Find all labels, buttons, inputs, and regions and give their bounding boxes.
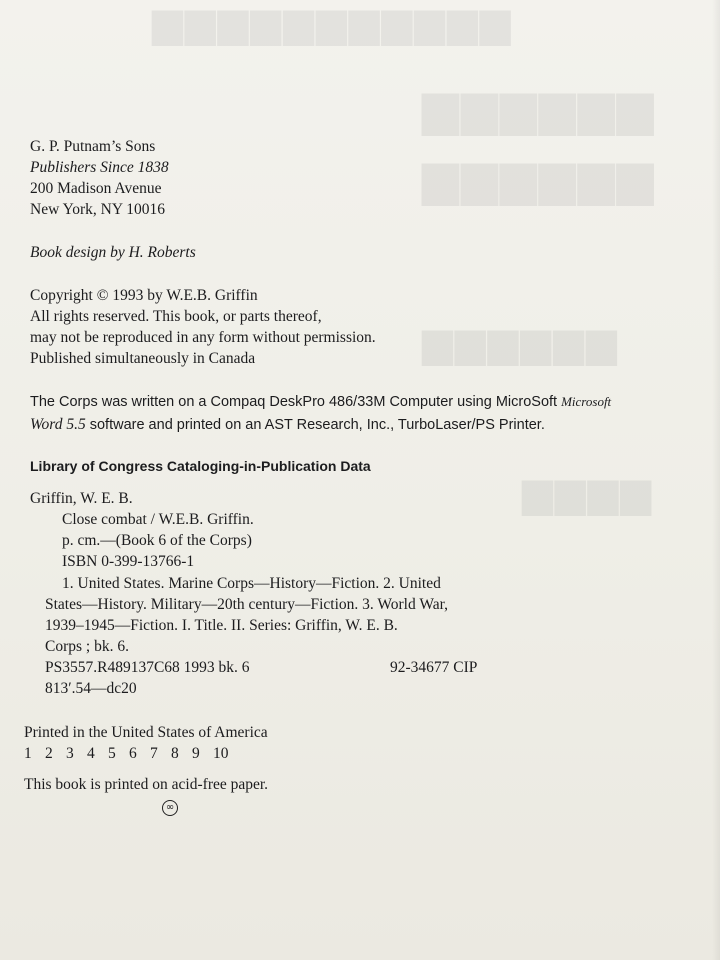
print-number: 1 — [24, 745, 32, 762]
cip-dewey: 813′.54—dc20 — [45, 680, 137, 697]
publisher-name: G. P. Putnam’s Sons — [30, 138, 156, 155]
print-number: 3 — [66, 745, 74, 762]
copyright-line: Copyright © 1993 by W.E.B. Griffin — [30, 287, 258, 304]
bleed-through-text: ▆▆▆▆▆▆ — [420, 82, 654, 135]
production-note — [30, 393, 611, 411]
bleed-through-text: ▆▆▆▆ — [520, 471, 652, 515]
print-number: 9 — [192, 745, 200, 762]
acid-free-icon: ∞ — [162, 800, 178, 816]
cip-isbn: ISBN 0-399-13766-1 — [62, 553, 195, 570]
print-number: 7 — [150, 745, 158, 762]
cip-subject: 1. United States. Marine Corps—History—Fiction. 2. United — [62, 575, 441, 592]
production-note-text: The Corps was written on a Compaq DeskPro 486/33M Computer using MicroSoft — [30, 394, 558, 410]
publisher-tagline: Publishers Since 1838 — [30, 159, 169, 176]
production-note — [30, 416, 545, 434]
cip-heading: Library of Congress Cataloging-in-Publication Data — [30, 458, 371, 474]
cip-lc-number: PS3557.R489137C68 1993 bk. 6 — [45, 659, 250, 676]
cip-title: Close combat / W.E.B. Griffin. — [62, 511, 254, 528]
bleed-through-text: ▆▆▆▆▆▆ — [420, 321, 617, 365]
publisher-city: New York, NY 10016 — [30, 201, 166, 218]
print-number: 10 — [213, 745, 229, 762]
printing-line — [24, 745, 234, 763]
print-number: 5 — [108, 745, 116, 762]
print-number: 4 — [87, 745, 95, 762]
print-number: 8 — [171, 745, 179, 762]
print-number: 2 — [45, 745, 53, 762]
cip-author: Griffin, W. E. B. — [30, 490, 133, 507]
publisher-street: 200 Madison Avenue — [30, 180, 162, 197]
cip-pages: p. cm.—(Book 6 of the Corps) — [62, 532, 252, 549]
bleed-through-text: ▆▆▆▆▆▆▆▆▆▆▆ — [150, 1, 511, 45]
rights-line: may not be reproduced in any form without permission. — [30, 329, 376, 346]
rights-line: All rights reserved. This book, or parts thereof, — [30, 308, 322, 325]
book-design-credit: Book design by H. Roberts — [30, 244, 196, 261]
printed-in: Printed in the United States of America — [24, 724, 268, 741]
acid-free-note: This book is printed on acid-free paper. — [24, 776, 269, 793]
page-edge-shadow — [712, 0, 720, 960]
cip-subject: 1939–1945—Fiction. I. Title. II. Series: Griffin, W. E. B. — [45, 617, 398, 634]
cip-subject: Corps ; bk. 6. — [45, 638, 129, 655]
cip-lccn: 92-34677 CIP — [390, 659, 478, 676]
rights-line: Published simultaneously in Canada — [30, 350, 256, 367]
production-note-software: Word 5.5 — [30, 416, 86, 433]
production-note-handwritten: Microsoft — [561, 394, 612, 409]
print-number: 6 — [129, 745, 137, 762]
production-note-text: software and printed on an AST Research, Inc., TurboLaser/PS Printer. — [85, 417, 545, 433]
cip-subject: States—History. Military—20th century—Fiction. 3. World War, — [45, 596, 448, 613]
bleed-through-text: ▆▆▆▆▆▆ — [420, 152, 654, 205]
